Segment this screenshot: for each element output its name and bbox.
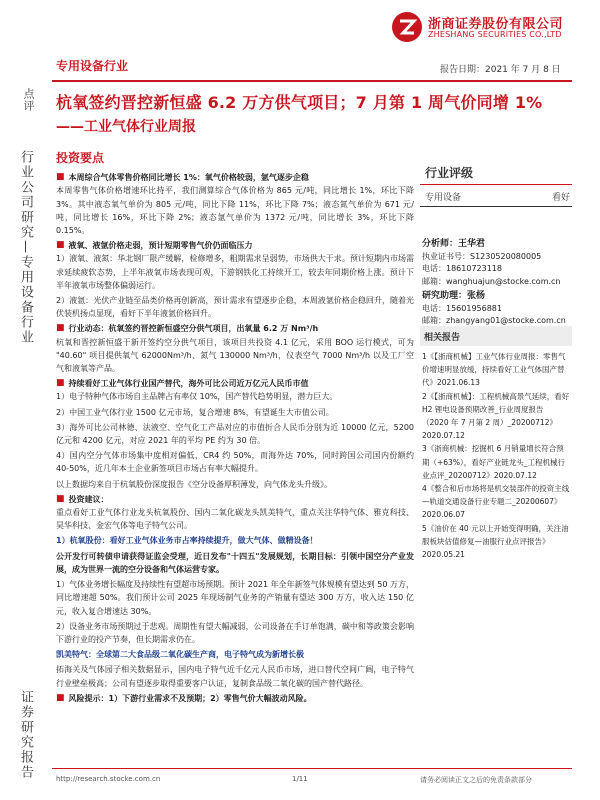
key-point-heading bbox=[56, 239, 414, 252]
key-point-text: 风险提示：1）下游行业需求不及预期；2）零售气价大幅波动风险。 bbox=[68, 693, 312, 703]
rating-row bbox=[425, 190, 570, 203]
report-type-tab: 点评 bbox=[22, 88, 35, 112]
bullet-square-icon: ■ bbox=[56, 692, 65, 703]
bullet-square-icon: ■ bbox=[56, 323, 65, 334]
body-paragraph: 2）液氩：光伏产业链至品类价格再创新高，预计需求有望逐步企稳，本周液氩价格企稳回升，随着光伏装机扬点显现，看好下半年液氩价格回升。 bbox=[56, 296, 414, 319]
footer-url[interactable]: http://research.stocke.com.cn bbox=[56, 775, 161, 783]
bullet-square-icon: ■ bbox=[56, 378, 65, 389]
related-report-item[interactable]: 5《油价在 40 元以上开始变得明确，关注油服板块估值修复—油服行业点评报告》2020.05.21 bbox=[422, 523, 569, 560]
header-divider bbox=[52, 80, 572, 82]
related-title: 相关报告 bbox=[424, 333, 461, 343]
body-paragraph: 1）杭氧股份：看好工业气体业务市占率持续提升，做大气体、做精设备！ bbox=[56, 536, 318, 546]
related-report-item[interactable]: 1《【浙商机械】工业气体行业周报：零售气价增速明显放缓，持续看好工业气体国产替代》2021.06.13 bbox=[422, 352, 566, 388]
body-paragraph: 杭氧和晋控新恒盛于新开签约空分供气项目，该项目共投资 4.1 亿元，采用 BOO 运行模式，可为 "40.60" 项目提供氧气 62000Nm³/h、氮气 130000 Nm³/h，仪表空气 7000 Nm³/h 以及工厂空气和液氧等产品。 bbox=[56, 337, 414, 374]
bullet-square-icon: ■ bbox=[56, 172, 65, 183]
key-point-heading bbox=[56, 692, 414, 705]
body-paragraph: 拓海关及气体园子相关数据显示，国内电子特气近千亿元人民币市场，进口替代空间广阔，电子特气行业壁垒极高；公司有望逐步取得重要客户认证，复制食品级二氧化碳的国产替代路径。 bbox=[56, 665, 414, 688]
key-point-heading bbox=[56, 493, 414, 506]
bullet-square-icon: ■ bbox=[56, 240, 65, 251]
rating-divider-bottom bbox=[420, 206, 572, 207]
brand-name-cn: 浙商证券股份有限公司 bbox=[428, 17, 564, 32]
side-bottom-label: 证券研究报告 bbox=[18, 690, 33, 780]
rating-value: 看好 bbox=[551, 193, 570, 203]
analyst-email[interactable]: 邮箱：wanghuajun@stocke.com.cn bbox=[422, 276, 561, 286]
assistant-block bbox=[422, 290, 566, 328]
key-point-text: 行业动态：杭氧签约晋控新恒盛空分供气项目，出氧量 6.2 万 Nm³/h bbox=[68, 324, 319, 334]
page-title: 杭氧签约晋控新恒盛 6.2 万方供气项目；7 月第 1 周气价同增 1% bbox=[56, 93, 543, 112]
body-paragraph: 3）海外可比公司林德、法液空、空气化工产品对应的市值折合人民币分别为近 10000 亿元，5200 亿元和 4200 亿元，对应 2021 年的平均 PE 约为 30 倍。 bbox=[56, 422, 414, 446]
body-paragraph: 1）气体业务增长幅度及持续性有望超市场预期。预计 2021 年全年新签气体规模有望达到 50 万方，同比增速超 50%。我们预计公司 2025 年现场制气业务的产销量有望达 300 万方，收入达 150 亿元，收入复合增速达 30%。 bbox=[56, 580, 414, 616]
company-logo-icon bbox=[392, 12, 422, 42]
body-paragraph: 以上数据均来自于杭氧股份深度报告《空分设备厚积薄发，向气体龙头升级》。 bbox=[56, 479, 332, 489]
assistant-email[interactable]: 邮箱：zhangyang01@stocke.com.cn bbox=[422, 316, 566, 325]
page-subtitle: ——工业气体行业周报 bbox=[56, 119, 196, 135]
analyst-name: 分析师：王华君 bbox=[422, 239, 486, 249]
report-category: 专用设备行业 bbox=[56, 59, 129, 73]
key-point-text: 液氧、液氩价格走弱，预计短期零售气价仍面临压力 bbox=[68, 241, 253, 251]
body-paragraph: 1）液氧、液氮：华北钢厂限产缓解，检修增多，粗期需求呈弱势，市场供大于求。预计短期内市场需求延续疲软态势，上半年液氧市场表现可观，下游钢铁化工持续开工，较去年同期价格上涨。预计下半年液氧市场整体偏弱运行。 bbox=[56, 254, 414, 290]
related-report-item[interactable]: 3《浙商机械：挖掘机 6 月销量增长符合预期（+63%），看好产业链龙头_工程机械行业点评_20200712》2020.07.12 bbox=[422, 444, 565, 480]
key-point-text: 投资建议： bbox=[68, 494, 109, 504]
analyst-phone: 电话：18610723118 bbox=[422, 264, 502, 273]
body-paragraph: 2）设备业务市场预期过于悲观。周期性有望大幅减弱，公司设备在手订单饱满，碳中和等政策会影响下游行业的投产节奏，但长期需求仍在。 bbox=[56, 621, 414, 644]
page-number: 1/11 bbox=[292, 775, 308, 783]
body-paragraph: 公开发行可转债申请获得证监会受理，近日发布"十四五"发展规划，长期目标：引领中国空分产业发展，成为世界一流的空分设备和气体运营专家。 bbox=[56, 551, 414, 574]
main-items bbox=[56, 171, 414, 705]
side-vertical-label: 行业公司研究—专用设备行业 bbox=[18, 150, 33, 345]
key-point-heading bbox=[56, 377, 414, 390]
key-point-heading bbox=[56, 171, 414, 184]
body-paragraph: 本周零售气体价格增速环比持平，我们测算综合气体价格为 865 元/吨，同比增长 1%，环比下降 3%。其中液态氧气单价为 805 元/吨，同比下降 11%，环比下降 7%；液态氮气单价为 671 元/吨，同比增长 16%，环比下降 2%；液态氩气单价为 1372 元/吨，同比增长 3%，环比下降 0.15%。 bbox=[56, 186, 414, 236]
footer-divider bbox=[52, 768, 572, 769]
assistant-name: 研究助理：张杨 bbox=[422, 291, 486, 301]
related-report-item[interactable]: 4《整合和后市场将是机交装部件的投资主线—轨道交通设备行业专题二_20200607》2020.06.07 bbox=[422, 484, 570, 520]
main-content bbox=[56, 152, 414, 705]
rating-industry: 专用设备 bbox=[425, 193, 462, 203]
body-paragraph: 2）中国工业气体行业 1500 亿元市场，复合增速 8%，有望诞生大市值公司。 bbox=[56, 407, 334, 417]
body-paragraph: 凯美特气：全球第二大食品级二氧化碳生产商，电子特气成为新增长极 bbox=[56, 650, 304, 660]
key-point-text: 持续看好工业气体行业国产替代，海外可比公司近万亿元人民币市值 bbox=[68, 379, 309, 389]
body-paragraph: 1）电子特种气体市场自主品牌占有率仅 10%，国产替代趋势明显，潜力巨大。 bbox=[56, 392, 338, 402]
rating-divider bbox=[420, 184, 572, 185]
brand-name-en: ZHESHANG SECURITIES CO.,LTD bbox=[428, 30, 562, 39]
key-point-text: 本周综合气体零售价格同比增长 1%：氧气价格较弱，氩气逐步企稳 bbox=[68, 173, 309, 183]
body-paragraph: 4）国内空分气体市场集中度相对偏低，CR4 约 50%，而海外达 70%，同时跨国公司国内份额约 40-50%，近几年本土企业新签项目市场占有率大幅提升。 bbox=[56, 451, 414, 474]
analyst-block bbox=[422, 238, 561, 288]
disclaimer-note: 请务必阅读正文之后的免责条款部分 bbox=[420, 776, 532, 784]
report-date: 报告日期：2021 年 7 月 8 日 bbox=[440, 65, 561, 75]
related-report-item[interactable]: 2《【浙商机械】：工程机械高景气延续，看好 H2 锂电设备预期改善_行业周度报告（2020 年 7 月第 2 周）_20200712》2020.07.12 bbox=[422, 391, 570, 441]
key-point-heading bbox=[56, 322, 414, 335]
bullet-square-icon: ■ bbox=[56, 493, 65, 504]
body-paragraph: 重点看好工业气体行业龙头杭氧股份、国内二氧化碳龙头凯美特气，重点关注华特气体、雅克科技、昊华科技、金宏气体等电子特气公司。 bbox=[56, 508, 414, 531]
section-title: 投资要点 bbox=[56, 151, 105, 165]
rating-title: 行业评级 bbox=[425, 166, 474, 180]
assistant-phone: 电话：15601956881 bbox=[422, 303, 502, 313]
analyst-cert: 执业证书号：S1230520080005 bbox=[422, 251, 542, 261]
related-reports bbox=[422, 350, 570, 561]
